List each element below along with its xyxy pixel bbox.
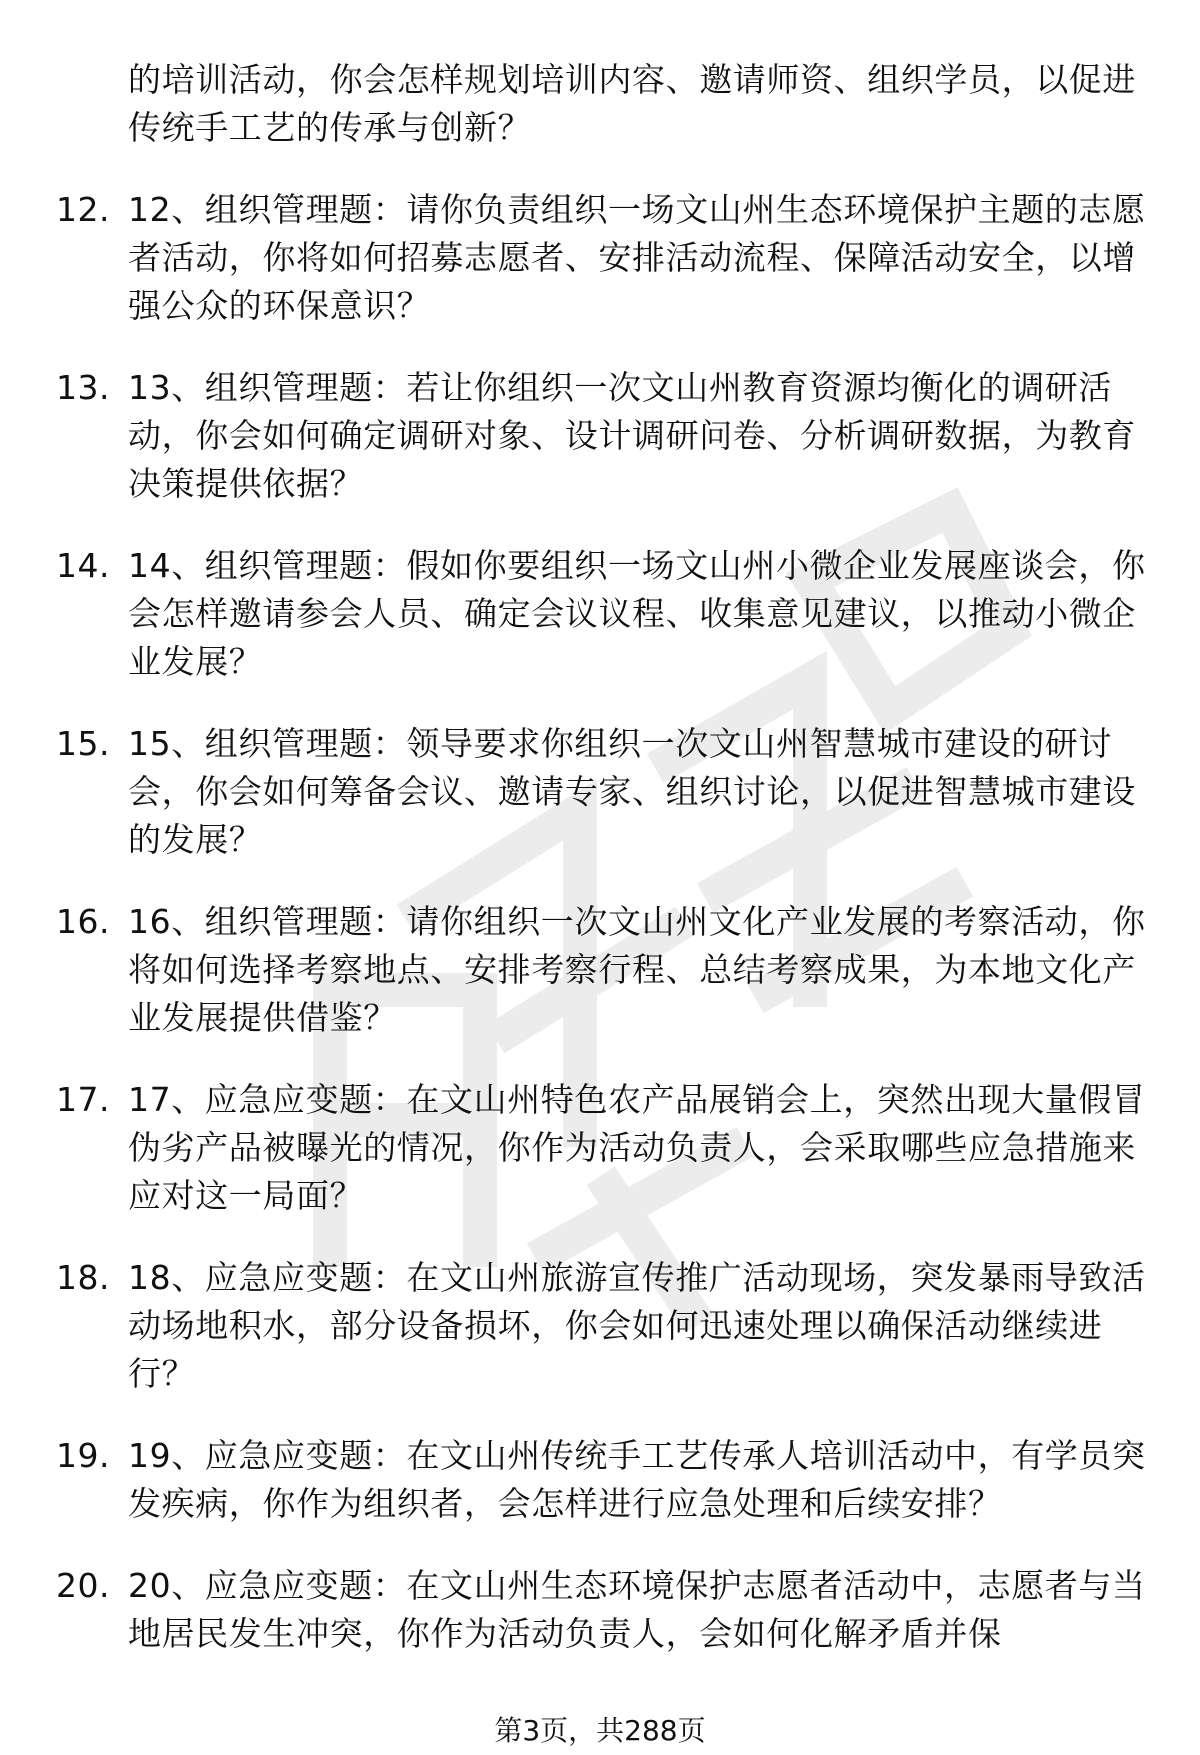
question-list (0, 56, 1200, 1692)
question-item (0, 542, 1200, 686)
question-text: 13、组织管理题：若让你组织一次文山州教育资源均衡化的调研活动，你会如何确定调研对象、设计调研问卷、分析调研数据，为教育决策提供依据？ (128, 368, 1136, 503)
question-number: 19. (56, 1436, 110, 1475)
page-footer: 第3页，共288页 (494, 1714, 706, 1747)
question-item (0, 56, 1200, 152)
question-text: 16、组织管理题：请你组织一次文山州文化产业发展的考察活动，你将如何选择考察地点、安排考察行程、总结考察成果，为本地文化产业发展提供借鉴？ (128, 902, 1146, 1037)
question-text: 17、应急应变题：在文山州特色农产品展销会上，突然出现大量假冒伪劣产品被曝光的情况，你作为活动负责人，会采取哪些应急措施来应对这一局面？ (128, 1080, 1146, 1215)
question-number: 12. (56, 190, 110, 229)
question-number: 14. (56, 546, 110, 585)
question-item (0, 1076, 1200, 1220)
question-item (0, 1562, 1200, 1658)
question-number: 18. (56, 1258, 110, 1297)
question-item (0, 898, 1200, 1042)
question-text: 19、应急应变题：在文山州传统手工艺传承人培训活动中，有学员突发疾病，你作为组织者，会怎样进行应急处理和后续安排？ (128, 1436, 1146, 1523)
question-text: 20、应急应变题：在文山州生态环境保护志愿者活动中，志愿者与当地居民发生冲突，你作为活动负责人，会如何化解矛盾并保 (128, 1566, 1146, 1653)
question-number: 13. (56, 368, 110, 407)
question-text: 的培训活动，你会怎样规划培训内容、邀请师资、组织学员，以促进传统手工艺的传承与创新？ (128, 60, 1136, 147)
question-number: 15. (56, 724, 110, 763)
question-item (0, 186, 1200, 330)
question-item (0, 1254, 1200, 1398)
question-text: 15、组织管理题：领导要求你组织一次文山州智慧城市建设的研讨会，你会如何筹备会议、邀请专家、组织讨论，以促进智慧城市建设的发展？ (128, 724, 1136, 859)
question-number: 16. (56, 902, 110, 941)
question-text: 14、组织管理题：假如你要组织一场文山州小微企业发展座谈会，你会怎样邀请参会人员、确定会议议程、收集意见建议，以推动小微企业发展？ (128, 546, 1146, 681)
question-text: 18、应急应变题：在文山州旅游宣传推广活动现场，突发暴雨导致活动场地积水，部分设备损坏，你会如何迅速处理以确保活动继续进行？ (128, 1258, 1146, 1393)
question-item (0, 1432, 1200, 1528)
question-number: 17. (56, 1080, 110, 1119)
question-item (0, 720, 1200, 864)
question-number: 20. (56, 1566, 110, 1605)
question-text: 12、组织管理题：请你负责组织一场文山州生态环境保护主题的志愿者活动，你将如何招募志愿者、安排活动流程、保障活动安全，以增强公众的环保意识？ (128, 190, 1146, 325)
question-item (0, 364, 1200, 508)
